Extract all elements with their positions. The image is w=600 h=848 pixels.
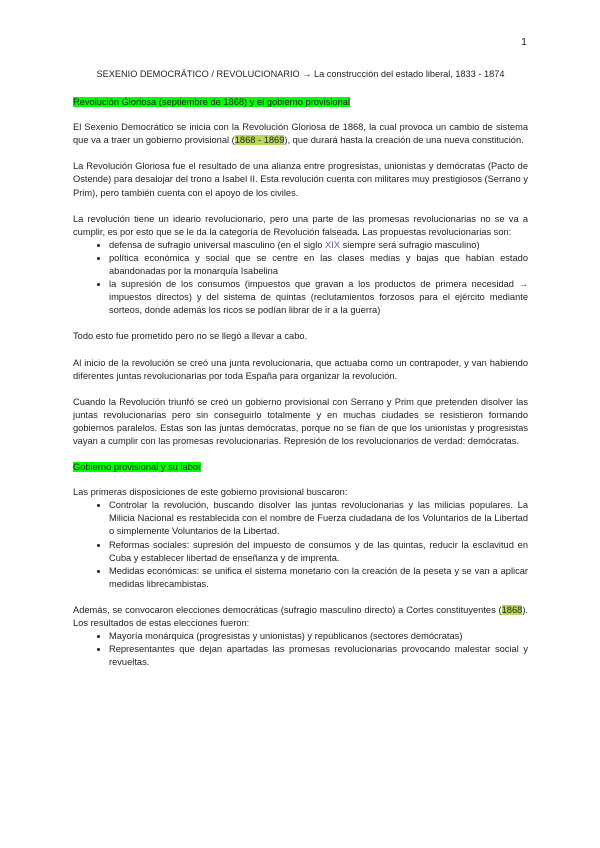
paragraph-gobierno-provisional: Cuando la Revolución triunfó se creó un gobierno provisional con Serrano y Prim que pretenden disolver las juntas revolucionarias pero sin conseguirlo totalmente y en muchas ciudades se resistieron formando gobiernos paralelos. Estas son las juntas demócratas, porque no se fían de que los unionistas y progresistas vayan a cumplir con las promesas revolucionarias. Represión de los revolucionarios de verdad: demócratas. xyxy=(73,396,528,446)
paragraph-elecciones xyxy=(73,604,528,630)
paragraph-gloriosa: La Revolución Gloriosa fue el resultado de una alianza entre progresistas, unionistas y demócratas (Pacto de Ostende) para desalojar del trono a Isabel II. Esta revolución cuenta con militares muy prestigiosos (Serrano y Prim), pero también cuenta con el apoyo de los civiles. xyxy=(73,161,528,198)
section-heading-revolucion xyxy=(73,96,528,109)
list-item: • Controlar la revolución, buscando disolver las juntas revolucionarias y las milicias populares. La Milicia Nacional es restablecida con el nombre de Fuerza ciudadana de los Voluntarios de la Libertad o simplemente Voluntarios de la Libertad. xyxy=(109,499,528,538)
paragraph-text: ), que durará hasta la creación de una nueva constitución. xyxy=(284,135,524,146)
paragraph-text: El Sexenio Democrático se inicia con la Revolución Gloriosa de 1868, la cual provoca un cambio de sistema que va a traer un gobierno provisional ( xyxy=(73,122,528,146)
bullet-list-disposiciones xyxy=(73,499,528,591)
bullet-list-propuestas xyxy=(73,239,528,318)
paragraph-junta: Al inicio de la revolución se creó una junta revolucionaria, que actuaba como un contrapoder, y van habiendo diferentes juntas revolucionarias por toda España para organizar la revolución. xyxy=(73,357,528,381)
list-item: • Reformas sociales: supresión del impuesto de consumos y de las quintas, reducir la esclavitud en Cuba y establecer libertad de enseñanza y de imprenta. xyxy=(109,539,528,565)
paragraph-no-cumplido: Todo esto fue prometido pero no se llegó a llevar a cabo. xyxy=(73,331,308,342)
roman-numeral: XIX xyxy=(325,239,341,250)
list-item: • Representantes que dejan apartadas las promesas revolucionarias provocando malestar social y revueltas. xyxy=(109,643,528,669)
section-heading-gobierno xyxy=(73,461,528,474)
bullet-list-resultados xyxy=(73,630,528,669)
list-item: • política económica y social que se centre en las clases medias y bajas que habían estado abandonadas por la monarquía Isabelina xyxy=(109,252,528,278)
paragraph-sexenio-intro xyxy=(73,121,528,147)
list-item xyxy=(109,239,528,252)
list-item-text: defensa de sufragio universal masculino (en el siglo xyxy=(109,239,326,250)
document-body xyxy=(73,68,528,682)
date-highlight: 1868 - 1869 xyxy=(234,135,285,146)
document-title: SEXENIO DEMOCRÁTICO / REVOLUCIONARIO → La construcción del estado liberal, 1833 - 1874 xyxy=(96,69,505,79)
paragraph-ideario: La revolución tiene un ideario revolucionario, pero una parte de las promesas revolucionarias no se va a cumplir, es por esto que se le da la categoría de Revolución falseada. Las propuestas revolucionarias son: xyxy=(73,213,528,237)
list-item-text: siempre será sufragio masculino) xyxy=(340,239,480,250)
paragraph-text: ). Los resultados de estas elecciones fueron: xyxy=(73,604,528,628)
section-heading-text: Revolución Gloriosa (septiembre de 1868) y el gobierno provisional xyxy=(73,97,350,108)
list-item: • Mayoría monárquica (progresistas y unionistas) y republicanos (sectores demócratas) xyxy=(109,630,528,643)
paragraph-disposiciones: Las primeras disposiciones de este gobierno provisional buscaron: xyxy=(73,487,348,498)
section-heading-text: Gobierno provisional y su labor xyxy=(73,462,202,473)
list-item: • la supresión de los consumos (impuestos que gravan a los productos de primera necesidad → impuestos directos) y del sistema de quintas (reclutamientos forzosos para el ejército mediante sorteos, donde además los ricos se podían librar de ir a la guerra) xyxy=(109,278,528,317)
date-highlight: 1868 xyxy=(501,604,523,615)
list-item: • Medidas económicas: se unifica el sistema monetario con la creación de la peseta y se van a aplicar medidas librecambistas. xyxy=(109,565,528,591)
page-number: 1 xyxy=(521,36,527,48)
paragraph-text: Además, se convocaron elecciones democráticas (sufragio masculino directo) a Cortes constituyentes ( xyxy=(73,604,502,615)
